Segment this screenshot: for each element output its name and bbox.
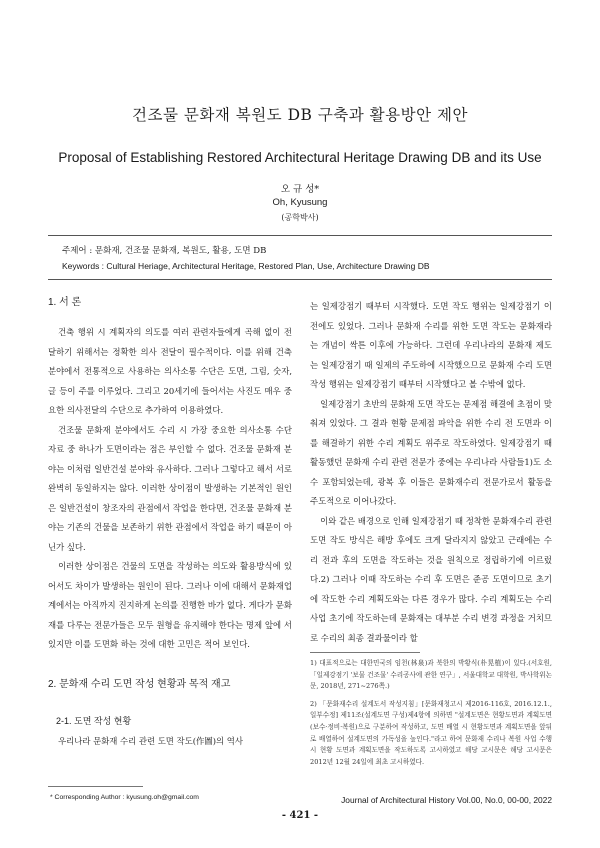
right-column xyxy=(310,297,552,648)
paragraph: 이와 같은 배경으로 인해 일제강점기 때 정착한 문화재수리 관련 도면 작도 방식은 해방 후에도 크게 달라지지 않았고 근래에는 수리 전과 후의 도면을 작도하는 것을 원칙으로 정립하기에 이르렀다.2) 그러나 이때 작도하는 수리 후 도면은 준공 도면이므로 초기에 작도한 수리 계획도와는 다른 경우가 많다. 수리 계획도는 수리 사업 초기에 작도하는데 문화재는 대부분 수리 변경 과정을 거치므로 수리의 최종 결과물이라 할 xyxy=(310,515,552,643)
left-column xyxy=(48,293,292,751)
paper-title-korean: 건조물 문화재 복원도 DB 구축과 활용방안 제안 xyxy=(132,106,468,124)
paragraph: 우리나라 문화재 수리 관련 도면 작도(作圖)의 역사 xyxy=(58,735,243,746)
keywords-top-rule xyxy=(48,235,552,236)
footnotes xyxy=(310,658,552,774)
footnote-rule xyxy=(310,652,420,653)
subsection-2-1-heading: 2-1. 도면 작성 현황 xyxy=(56,716,132,726)
page-number: - 421 - xyxy=(281,810,319,821)
keywords-bottom-rule xyxy=(48,279,552,280)
author-name-korean: 오 규 성* xyxy=(280,184,320,195)
keywords-english: Keywords : Cultural Heriage, Architectural Heritage, Restored Plan, Use, Architecture Drawing DB xyxy=(62,261,430,271)
section-2-heading: 2. 문화재 수리 도면 작성 현황과 목적 재고 xyxy=(48,678,231,690)
paragraph: 일제강점기 초반의 문화재 도면 작도는 문제점 해결에 초점이 맞춰져 있었다. 그 결과 현황 문제점 파악을 위한 수리 전 도면과 이를 해결하기 위한 수리 계획도 위주로 작도하였다. 일제강점기 때 활동했던 문화재 수리 관련 전문가 중에는 우리나라 사람들1)도 소수 포함되었는데, 광복 후 이들은 문화재수리 전문가로서 활동을 주도적으로 이어나갔다. xyxy=(310,398,552,506)
paragraph: 건조물 문화재 분야에서도 수리 시 가장 중요한 의사소통 수단 자료 중 하나가 도면이라는 점은 부인할 수 없다. 건조물 문화재 분야는 이처럼 일반건설 분야와 유사하다. 그러나 그렇다고 해서 서로 완벽히 동일하지는 않다. 이러한 상이점이 발생하는 기본적인 원인은 일반건설이 창조자의 관점에서 작업을 한다면, 건조물 문화재 분야는 기존의 건물을 보존하기 위한 관점에서 작업을 하기 때문이 아닌가 싶다. xyxy=(48,424,292,552)
corresponding-rule xyxy=(48,786,143,787)
footnote-2: 2) 「문화재수리 설계도서 작성지침」[문화재청고시 제2016-116호, 2016.12.1., 일부수정] 제11조(설계도면 구성)제4항에 의하면 "설계도면은 현황도면과 계획도면(보수·정비·복원)으로 구분하여 작성하고, 도면 배열 시 현황도면과 계획도면을 앞뒤로 배열하여 설계도면의 가독성을 높인다."라고 하여 문화재 수리나 복원 사업 수행 시 현황 도면과 계획도면을 작도하도록 고시하였고 해당 고시문은 해당 고시문은 2012년 12월 24일에 최초 고시하였다. xyxy=(310,699,552,766)
paper-title-english: Proposal of Establishing Restored Architectural Heritage Drawing DB and its Use xyxy=(58,150,542,165)
paragraph: 는 일제강점기 때부터 시작했다. 도면 작도 행위는 일제강점기 이전에도 있었다. 그러나 문화재 수리를 위한 도면 작도는 문화재라는 개념이 싹튼 이후에 가능하다. 그런데 우리나라의 문화재 제도는 일제강점기 때 일제의 주도하에 시작했으므로 문화재 수리 도면 작성 행위는 일제강점기 때부터 시작했다고 볼 수밖에 없다. xyxy=(310,301,552,389)
corresponding-author: * Corresponding Author : kyusung.oh@gmail.com xyxy=(50,794,199,801)
author-affiliation: (공학박사) xyxy=(281,213,319,222)
paragraph: 건축 행위 시 계획자의 의도를 여러 관련자들에게 곡해 없이 전달하기 위해서는 정확한 의사 전달이 필수적이다. 이를 위해 건축 분야에서 전통적으로 사용하는 의사소통 수단은 도면, 그림, 숫자, 글 등이 주를 이루었다. 그리고 20세기에 들어서는 사진도 매우 중요한 의사전달의 수단으로 추가하여 이용하였다. xyxy=(48,327,292,415)
journal-citation: Journal of Architectural History Vol.00, No.0, 00-00, 2022 xyxy=(341,795,552,805)
author-name-english: Oh, Kyusung xyxy=(272,197,328,208)
keywords-korean: 주제어 : 문화재, 건조물 문화재, 복원도, 활용, 도면 DB xyxy=(62,246,267,256)
paragraph: 이러한 상이점은 건물의 도면을 작성하는 의도와 활용방식에 있어서도 차이가 발생하는 원인이 된다. 그러나 이에 대해서 문화재업계에서는 아직까지 진지하게 논의를 진행한 바가 없다. 게다가 문화재를 다루는 전문가들은 모두 원형을 유지해야 한다는 명제 앞에 서 있지만 이를 도면화 하는 것에 대한 고민은 적어 보인다. xyxy=(48,561,292,649)
section-1-heading: 1. 서 론 xyxy=(48,297,82,308)
footnote-1: 1) 대표적으로는 대한민국의 임천(林泉)과 북한의 박황식(朴晃植)이 있다.(서호원, 「일제강점기 '보물 건조물' 수리공사에 관한 연구」, 서울대학교 대학원, 박사학위논문, 2018년, 271~276쪽.) xyxy=(310,659,552,691)
